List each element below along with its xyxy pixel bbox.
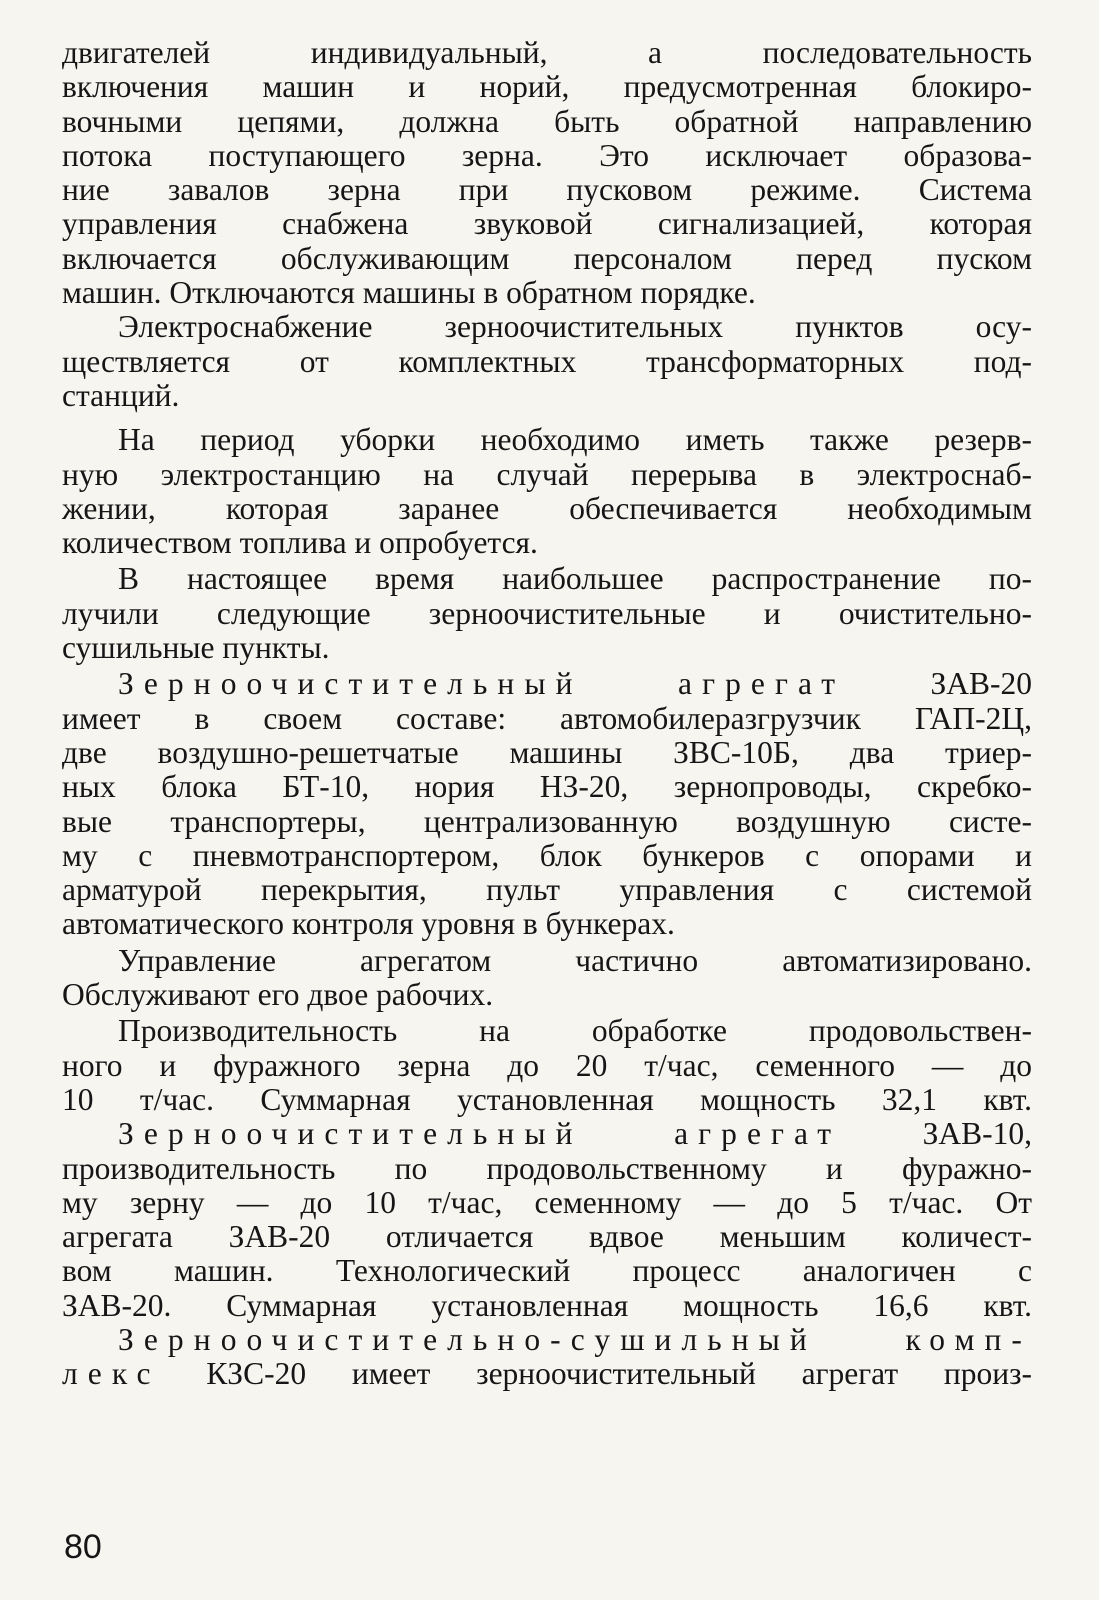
text-line: количеством топлива и опробуется. bbox=[62, 525, 538, 561]
text-line: сушильные пункты. bbox=[62, 630, 330, 666]
text-line: производительность по продовольственному и фуражно- bbox=[62, 1150, 1032, 1186]
text-line bbox=[62, 1117, 1032, 1151]
text-line: станций. bbox=[62, 377, 180, 413]
text-line: Зерноочистительно-сушильный комп- bbox=[118, 1321, 1032, 1357]
spaced-term: Зерноочистительный агрегат bbox=[118, 666, 846, 702]
text-line: потока поступающего зерна. Это исключает образова- bbox=[62, 137, 1032, 173]
paragraph-5 bbox=[62, 667, 1032, 941]
text-line: ного и фуражного зерна до 20 т/час, семенного — до bbox=[62, 1047, 1032, 1083]
text-line: му зерну — до 10 т/час, семенному — до 5 т/час. От bbox=[62, 1184, 1032, 1220]
model-code: ЗАВ-10, bbox=[922, 1116, 1033, 1152]
text-line: ние завалов зерна при пусковом режиме. Система bbox=[62, 172, 1032, 208]
text-line: В настоящее время наибольшее распространение по- bbox=[118, 561, 1032, 597]
text-line: управления снабжена звуковой сигнализацией, которая bbox=[62, 206, 1032, 242]
text-line: ЗАВ-20. Суммарная установленная мощность 16,6 квт. bbox=[62, 1287, 1032, 1323]
page-text bbox=[62, 36, 1032, 1392]
text-fragment: КЗС-20 имеет зерноочистительный агрегат произ- bbox=[206, 1356, 1032, 1392]
text-line: имеет в своем составе: автомобилеразгрузчик ГАП-2Ц, bbox=[62, 700, 1032, 736]
text-line: На период уборки необходимо иметь также резерв- bbox=[118, 422, 1032, 458]
spaced-term: лекс bbox=[62, 1356, 161, 1392]
text-line bbox=[62, 667, 1032, 701]
page-number: 80 bbox=[64, 1528, 102, 1566]
text-line: лучили следующие зерноочистительные и очистительно- bbox=[62, 595, 1032, 631]
text-line: 10 т/час. Суммарная установленная мощность 32,1 квт. bbox=[62, 1081, 1032, 1117]
text-line: ных блока БТ-10, нория НЗ-20, зернопроводы, скребко- bbox=[62, 769, 1032, 805]
text-line: му с пневмотранспортером, блок бункеров с опорами и bbox=[62, 837, 1032, 873]
paragraph-8 bbox=[62, 1117, 1032, 1323]
text-line: автоматического контроля уровня в бункерах. bbox=[62, 906, 675, 942]
text-line: две воздушно-решетчатые машины ЗВС-10Б, два триер- bbox=[62, 734, 1032, 770]
text-line bbox=[62, 1357, 1032, 1391]
text-line: арматурой перекрытия, пульт управления с системой bbox=[62, 872, 1032, 908]
text-line: включается обслуживающим персоналом перед пуском bbox=[62, 240, 1032, 276]
text-line: Управление агрегатом частично автоматизировано. bbox=[118, 942, 1032, 978]
paragraph-2 bbox=[62, 310, 1032, 413]
text-line: вочными цепями, должна быть обратной направлению bbox=[62, 103, 1032, 139]
spaced-term: Зерноочистительный агрегат bbox=[118, 1116, 842, 1152]
text-line: ную электростанцию на случай перерыва в электроснаб- bbox=[62, 456, 1032, 492]
paragraph-4 bbox=[62, 562, 1032, 665]
paragraph-1 bbox=[62, 36, 1032, 310]
text-line: жении, которая заранее обеспечивается необходимым bbox=[62, 490, 1032, 526]
text-line: ществляется от комплектных трансформаторных под- bbox=[62, 343, 1032, 379]
text-line: агрегата ЗАВ-20 отличается вдвое меньшим количест- bbox=[62, 1219, 1032, 1255]
text-line: Обслуживают его двое рабочих. bbox=[62, 977, 494, 1013]
paragraph-6 bbox=[62, 944, 1032, 1013]
text-line: машин. Отключаются машины в обратном порядке. bbox=[62, 275, 756, 311]
text-line: Производительность на обработке продовольствен- bbox=[118, 1013, 1032, 1049]
text-line: вые транспортеры, централизованную воздушную систе- bbox=[62, 803, 1032, 839]
text-line: Электроснабжение зерноочистительных пунктов осу- bbox=[118, 309, 1032, 345]
text-line: двигателей индивидуальный, а последовательность bbox=[62, 35, 1032, 70]
paragraph-9 bbox=[62, 1323, 1032, 1392]
text-line: включения машин и норий, предусмотренная блокиро- bbox=[62, 69, 1032, 105]
paragraph-7 bbox=[62, 1014, 1032, 1117]
model-code: ЗАВ-20 bbox=[930, 666, 1033, 702]
paragraph-3 bbox=[62, 423, 1032, 560]
text-line: вом машин. Технологический процесс аналогичен с bbox=[62, 1253, 1032, 1289]
